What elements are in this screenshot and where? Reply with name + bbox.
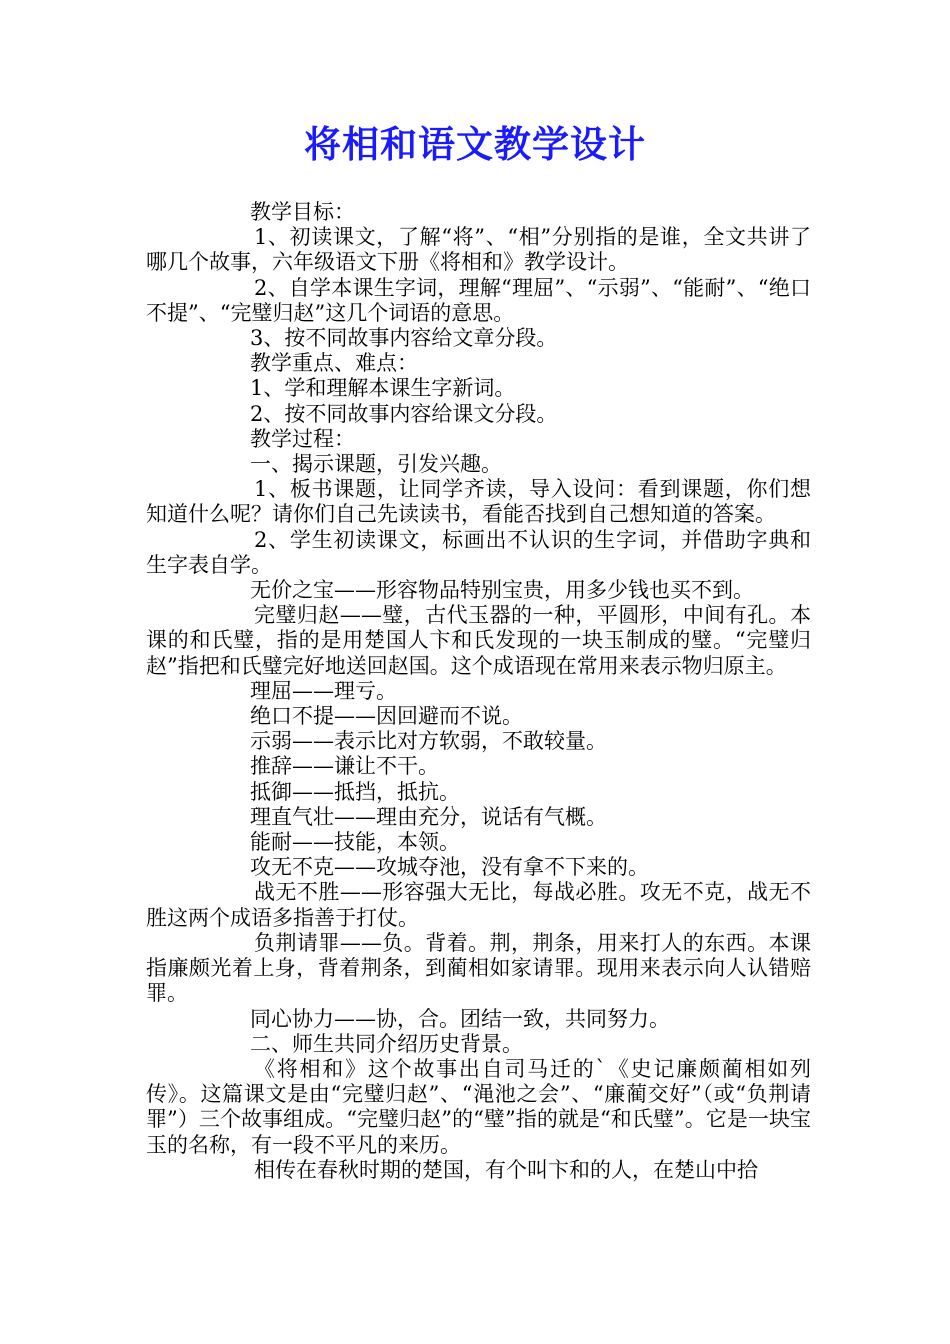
section-heading: 教学目标： <box>250 200 355 224</box>
paragraph: 1、板书课题，让同学齐读，导入设问：看到课题，你们想知道什么呢？请你们自己先读读书，看能否找到自己想知道的答案。 <box>146 477 811 527</box>
paragraph: 2、按不同故事内容给课文分段。 <box>250 401 558 426</box>
vocab-entry: 推辞——谦让不干。 <box>250 754 439 779</box>
paragraph: 相传在春秋时期的楚国，有个叫卞和的人，在楚山中拾 <box>254 1157 758 1182</box>
vocab-entry: 绝口不提——因回避而不说。 <box>250 704 523 729</box>
paragraph: 2、学生初读课文，标画出不认识的生字词，并借助字典和生字表自学。 <box>146 527 811 577</box>
vocab-entry: 能耐——技能，本领。 <box>250 830 460 855</box>
paragraph: 1、初读课文，了解“将”、“相”分别指的是谁，全文共讲了哪几个故事，六年级语文下册《将相和》教学设计。 <box>146 225 811 275</box>
section-heading: 教学过程： <box>250 426 355 451</box>
document-title: 将相和语文教学设计 <box>304 123 646 166</box>
vocab-entry: 示弱——表示比对方软弱，不敢较量。 <box>250 729 607 754</box>
document-body <box>146 200 811 1183</box>
vocab-entry: 同心协力——协，合。团结一致，共同努力。 <box>250 1006 670 1031</box>
vocab-entry: 抵御——抵挡，抵抗。 <box>250 779 460 804</box>
vocab-entry: 战无不胜——形容强大无比，每战必胜。攻无不克，战无不胜这两个成语多指善于打仗。 <box>146 880 811 930</box>
section-heading: 二、师生共同介绍历史背景。 <box>250 1031 523 1056</box>
vocab-entry: 攻无不克——攻城夺池，没有拿不下来的。 <box>250 855 649 880</box>
section-heading: 一、揭示课题，引发兴趣。 <box>250 452 502 477</box>
vocab-entry: 负荆请罪——负。背着。荆，荆条，用来打人的东西。本课指廉颇光着上身，背着荆条，到蔺相如家请罪。现用来表示向人认错赔罪。 <box>146 930 811 1006</box>
section-heading: 教学重点、难点： <box>250 351 418 376</box>
vocab-entry: 理直气壮——理由充分，说话有气概。 <box>250 804 607 829</box>
paragraph: 2、自学本课生字词，理解“理屈”、“示弱”、“能耐”、“绝口不提”、“完璧归赵”这几个词语的意思。 <box>146 275 811 325</box>
paragraph: 《将相和》这个故事出自司马迁的`《史记廉颇蔺相如列传》。这篇课文是由“完璧归赵”、“渑池之会”、“廉蔺交好”（或“负荆请罪”）三个故事组成。“完璧归赵”的“璧”指的就是“和氏璧”。它是一块宝玉的名称，有一段不平凡的来历。 <box>146 1056 811 1157</box>
vocab-entry: 理屈——理亏。 <box>250 678 397 703</box>
vocab-entry: 完璧归赵——璧，古代玉器的一种，平圆形，中间有孔。本课的和氏璧，指的是用楚国人卞和氏发现的一块玉制成的璧。“完璧归赵”指把和氏璧完好地送回赵国。这个成语现在常用来表示物归原主。 <box>146 603 811 678</box>
vocab-entry: 无价之宝——形容物品特别宝贵，用多少钱也买不到。 <box>250 578 754 603</box>
paragraph: 3、按不同故事内容给文章分段。 <box>250 326 558 351</box>
paragraph: 1、学和理解本课生字新词。 <box>250 376 516 401</box>
